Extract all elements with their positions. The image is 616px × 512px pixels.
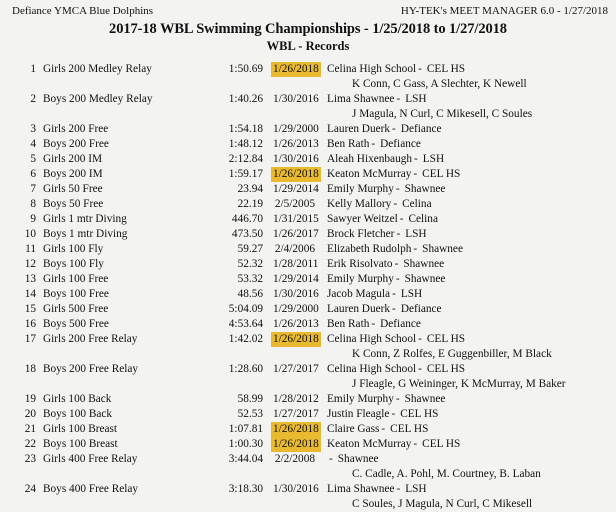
record-date-text: 1/31/2015 (273, 213, 319, 225)
record-main-line (6, 272, 610, 287)
record-date-text: 1/26/2017 (273, 228, 319, 240)
record-time: 446.70 (231, 213, 263, 225)
record-team-code: Shawnee (404, 183, 446, 195)
record-date (263, 92, 317, 107)
record-date-text: 1/29/2000 (273, 303, 319, 315)
record-main-line (6, 407, 610, 422)
record-main-line (6, 437, 610, 452)
report-subtitle: WBL - Records (266, 39, 350, 53)
record-event-name: Girls 200 Medley Relay (43, 63, 152, 75)
record-date (263, 362, 317, 377)
record-index: 10 (24, 228, 36, 240)
record-row (6, 482, 610, 497)
record-holder-separator: - (392, 288, 396, 300)
record-index: 12 (24, 258, 36, 270)
record-holder (317, 422, 610, 437)
record-index: 17 (24, 333, 36, 345)
record-team-code: Shawnee (404, 273, 446, 285)
relay-roster-row (6, 347, 610, 362)
record-index: 23 (24, 453, 36, 465)
record-holder (317, 287, 610, 302)
record-holder-name: Elizabeth Rudolph (327, 243, 412, 255)
record-holder-name: Brock Fletcher (327, 228, 395, 240)
record-time: 1:59.17 (228, 168, 263, 180)
record-row (6, 407, 610, 422)
record-main-line (6, 137, 610, 152)
record-team-code: CEL HS (426, 63, 466, 75)
record-main-line (6, 242, 610, 257)
record-index: 7 (30, 183, 36, 195)
record-date-text: 1/26/2013 (273, 318, 319, 330)
record-date-text: 1/30/2016 (273, 153, 319, 165)
record-holder-name: Celina High School (327, 363, 417, 375)
record-date-text: 2/5/2005 (274, 198, 315, 210)
record-main-line (6, 212, 610, 227)
record-holder-name: Keaton McMurray (327, 438, 412, 450)
record-holder-separator: - (418, 333, 422, 345)
record-holder (317, 182, 610, 197)
record-holder-separator: - (371, 138, 376, 150)
record-event-name: Girls 1 mtr Diving (43, 213, 127, 225)
record-date (263, 272, 317, 287)
record-team-code: Defiance (380, 138, 421, 150)
record-holder-name: Lauren Duerk (327, 303, 391, 315)
record-index: 11 (25, 243, 36, 255)
record-holder-separator: - (396, 228, 401, 240)
record-team-code: CEL HS (390, 423, 429, 435)
record-time: 473.50 (231, 228, 263, 240)
record-holder-name: Jacob Magula (327, 288, 391, 300)
record-date-text: 1/26/2013 (273, 138, 319, 150)
record-time: 23.94 (237, 183, 263, 195)
record-time: 2:12.84 (228, 153, 263, 165)
record-date-highlighted (263, 422, 317, 437)
record-date (263, 197, 317, 212)
record-holder-name: Claire Gass (327, 423, 380, 435)
record-date-text: 1/29/2014 (273, 183, 319, 195)
record-holder-separator: - (414, 153, 418, 165)
record-holder-name: Celina High School (327, 333, 417, 345)
record-index: 14 (24, 288, 36, 300)
record-holder-name: Sawyer Weitzel (327, 213, 398, 225)
record-row (6, 287, 610, 302)
record-date (263, 287, 317, 302)
relay-swimmer-names: J Magula, N Curl, C Mikesell, C Soules (352, 108, 533, 120)
record-row (6, 317, 610, 332)
record-date-text: 1/27/2017 (273, 363, 319, 375)
record-time: 22.19 (237, 198, 263, 210)
record-holder (317, 482, 610, 497)
record-holder (317, 332, 610, 347)
record-main-line (6, 362, 610, 377)
record-team-code: LSH (405, 228, 427, 240)
record-index: 19 (24, 393, 36, 405)
record-event-name: Boys 1 mtr Diving (43, 228, 128, 240)
record-row (6, 197, 610, 212)
record-team-code: Defiance (400, 303, 442, 315)
record-holder-separator: - (396, 93, 401, 105)
record-index: 3 (30, 123, 36, 135)
record-event-name: Boys 100 Fly (43, 258, 104, 270)
relay-roster-row (6, 77, 610, 92)
record-index: 4 (30, 138, 36, 150)
record-time: 52.32 (237, 258, 263, 270)
record-team-code: Celina (402, 198, 432, 210)
record-holder-name: Emily Murphy (327, 393, 394, 405)
record-event-name: Boys 50 Free (43, 198, 104, 210)
record-index: 24 (24, 483, 36, 495)
record-holder (317, 437, 610, 452)
record-row (6, 272, 610, 287)
record-row (6, 62, 610, 77)
record-event-name: Girls 200 Free (43, 123, 109, 135)
record-time: 1:00.30 (228, 438, 263, 450)
record-team-code: Shawnee (403, 258, 445, 270)
record-main-line (6, 122, 610, 137)
record-holder-separator: - (371, 318, 376, 330)
record-time: 1:40.26 (228, 93, 263, 105)
record-holder (317, 122, 610, 137)
record-holder-separator: - (393, 198, 398, 210)
record-row (6, 152, 610, 167)
record-event-name: Girls 500 Free (43, 303, 109, 315)
record-holder-name: Erik Risolvato (327, 258, 393, 270)
masthead (6, 4, 610, 18)
record-time: 5:04.09 (228, 303, 263, 315)
record-date-text: 1/29/2000 (273, 123, 319, 135)
record-date-highlighted (263, 437, 317, 452)
record-event-name: Girls 50 Free (43, 183, 103, 195)
record-event-name: Boys 200 Medley Relay (43, 93, 153, 105)
record-row (6, 182, 610, 197)
record-time: 1:50.69 (228, 63, 263, 75)
record-holder-separator: - (394, 258, 399, 270)
record-team-code: CEL HS (422, 438, 461, 450)
record-row (6, 422, 610, 437)
record-row (6, 302, 610, 317)
relay-swimmer-names: C. Cadle, A. Pohl, M. Courtney, B. Laban (352, 468, 541, 480)
record-date-text: 1/28/2012 (273, 393, 319, 405)
record-time: 1:48.12 (228, 138, 263, 150)
record-holder-name: Keaton McMurray (327, 168, 412, 180)
record-event-name: Boys 100 Free (43, 288, 109, 300)
record-holder-name: Justin Fleagle (327, 408, 390, 420)
record-row (6, 257, 610, 272)
record-time: 58.99 (237, 393, 263, 405)
organization-name: Defiance YMCA Blue Dolphins (12, 5, 154, 17)
record-index: 8 (30, 198, 36, 210)
record-date (263, 137, 317, 152)
record-main-line (6, 302, 610, 317)
record-row (6, 137, 610, 152)
record-holder (317, 407, 610, 422)
record-main-line (6, 392, 610, 407)
record-event-name: Girls 400 Free Relay (43, 453, 138, 465)
record-holder-name: Lauren Duerk (327, 123, 391, 135)
relay-roster-row (6, 497, 610, 512)
record-holder (317, 62, 610, 77)
record-date-text: 1/30/2016 (273, 93, 319, 105)
record-holder-name: Kelly Mallory (327, 198, 392, 210)
record-date-text: 1/26/2018 (273, 168, 319, 180)
record-date (263, 317, 317, 332)
record-index: 9 (30, 213, 36, 225)
record-holder (317, 392, 610, 407)
record-holder-name: Emily Murphy (327, 273, 394, 285)
record-team-code: Shawnee (337, 453, 379, 465)
relay-swimmer-names: J Fleagle, G Weininger, K McMurray, M Baker (352, 378, 566, 390)
record-event-name: Girls 200 IM (43, 153, 102, 165)
record-time: 1:42.02 (228, 333, 263, 345)
record-date (263, 302, 317, 317)
relay-roster-row (6, 377, 610, 392)
record-event-name: Girls 100 Back (43, 393, 112, 405)
record-row (6, 332, 610, 347)
record-time: 1:28.60 (228, 363, 263, 375)
record-holder-name: Emily Murphy (327, 183, 394, 195)
record-date-text: 2/2/2008 (274, 453, 315, 465)
record-event-name: Girls 100 Breast (43, 423, 118, 435)
record-date (263, 392, 317, 407)
record-holder-separator: - (413, 168, 418, 180)
record-holder-separator: - (395, 273, 400, 285)
record-team-code: Defiance (400, 123, 442, 135)
record-holder (317, 272, 610, 287)
record-holder (317, 212, 610, 227)
record-index: 2 (30, 93, 36, 105)
record-time: 59.27 (237, 243, 263, 255)
record-index: 13 (24, 273, 36, 285)
record-main-line (6, 62, 610, 77)
record-main-line (6, 182, 610, 197)
record-time: 52.53 (237, 408, 263, 420)
record-row (6, 437, 610, 452)
record-row (6, 167, 610, 182)
record-holder (317, 137, 610, 152)
record-index: 5 (30, 153, 36, 165)
record-holder (317, 167, 610, 182)
record-team-code: LSH (405, 483, 427, 495)
record-main-line (6, 197, 610, 212)
record-holder-separator: - (381, 423, 386, 435)
record-team-code: CEL HS (400, 408, 439, 420)
record-date (263, 182, 317, 197)
record-date-text: 1/26/2018 (273, 333, 319, 345)
record-row (6, 212, 610, 227)
record-holder-separator: - (418, 63, 422, 75)
record-team-code: LSH (400, 288, 423, 300)
record-index: 22 (24, 438, 36, 450)
record-event-name: Boys 500 Free (43, 318, 109, 330)
record-event-name: Boys 100 Back (43, 408, 113, 420)
record-main-line (6, 482, 610, 497)
record-date (263, 227, 317, 242)
relay-swimmer-names: K Conn, C Gass, A Slechter, K Newell (352, 78, 527, 90)
relay-swimmer-names: C Soules, J Magula, N Curl, C Mikesell (352, 498, 533, 510)
record-team-code: Shawnee (404, 393, 446, 405)
record-index: 15 (24, 303, 36, 315)
record-holder-name: Ben Rath (327, 318, 370, 330)
record-holder-separator: - (413, 438, 418, 450)
record-holder (317, 452, 610, 467)
record-row (6, 452, 610, 467)
record-main-line (6, 332, 610, 347)
record-date (263, 242, 317, 257)
record-event-name: Boys 200 Free (43, 138, 109, 150)
record-event-name: Girls 200 Free Relay (43, 333, 138, 345)
record-holder-separator: - (392, 303, 396, 315)
record-date-text: 1/29/2014 (273, 273, 319, 285)
record-holder-separator: - (395, 393, 400, 405)
record-holder (317, 242, 610, 257)
record-main-line (6, 452, 610, 467)
record-event-name: Boys 200 IM (43, 168, 103, 180)
record-time: 3:44.04 (228, 453, 263, 465)
record-index: 1 (30, 63, 36, 75)
record-holder (317, 257, 610, 272)
record-time: 3:18.30 (228, 483, 263, 495)
record-holder-separator: - (396, 483, 401, 495)
record-index: 16 (24, 318, 36, 330)
record-holder (317, 302, 610, 317)
record-date (263, 482, 317, 497)
record-time: 48.56 (237, 288, 263, 300)
record-index: 6 (30, 168, 36, 180)
record-main-line (6, 167, 610, 182)
record-date-text: 2/4/2006 (274, 243, 315, 255)
record-holder (317, 362, 610, 377)
record-time: 1:07.81 (228, 423, 263, 435)
relay-roster-row (6, 467, 610, 482)
record-team-code: CEL HS (422, 168, 461, 180)
record-event-name: Girls 100 Fly (43, 243, 104, 255)
record-time: 4:53.64 (228, 318, 263, 330)
record-holder-name: Ben Rath (327, 138, 370, 150)
record-main-line (6, 227, 610, 242)
record-date-text: 1/26/2018 (273, 438, 319, 450)
record-main-line (6, 422, 610, 437)
record-team-code: Celina (408, 213, 438, 225)
record-date-text: 1/26/2018 (273, 63, 319, 75)
record-holder-name: Lima Shawnee (327, 93, 395, 105)
record-holder-separator: - (391, 408, 396, 420)
relay-roster-row (6, 107, 610, 122)
record-team-code: LSH (422, 153, 445, 165)
record-main-line (6, 287, 610, 302)
software-version-stamp: HY-TEK's MEET MANAGER 6.0 - 1/27/2018 (400, 5, 608, 17)
record-team-code: CEL HS (426, 333, 466, 345)
record-index: 18 (24, 363, 36, 375)
record-holder (317, 197, 610, 212)
record-holder-name: Lima Shawnee (327, 483, 395, 495)
meet-title: 2017-18 WBL Swimming Championships - 1/25/2018 to 1/27/2018 (109, 21, 507, 37)
record-date (263, 407, 317, 422)
record-date-text: 1/28/2011 (273, 258, 319, 270)
record-date-text: 1/26/2018 (273, 423, 319, 435)
relay-swimmer-names: K Conn, Z Rolfes, E Guggenbiller, M Black (352, 348, 552, 360)
record-main-line (6, 257, 610, 272)
record-holder-separator: - (329, 453, 333, 465)
record-event-name: Boys 400 Free Relay (43, 483, 139, 495)
record-holder-separator: - (392, 123, 396, 135)
record-index: 20 (24, 408, 36, 420)
record-date (263, 257, 317, 272)
record-holder-name: Celina High School (327, 63, 417, 75)
record-index: 21 (24, 423, 36, 435)
record-row (6, 362, 610, 377)
record-holder-separator: - (399, 213, 404, 225)
record-event-name: Girls 100 Free (43, 273, 109, 285)
record-time: 1:54.18 (228, 123, 263, 135)
record-team-code: Defiance (380, 318, 421, 330)
record-row (6, 92, 610, 107)
record-team-code: LSH (405, 93, 427, 105)
record-date (263, 212, 317, 227)
record-holder (317, 317, 610, 332)
record-main-line (6, 152, 610, 167)
records-list (6, 62, 610, 512)
record-event-name: Boys 200 Free Relay (43, 363, 139, 375)
record-holder-separator: - (418, 363, 422, 375)
record-date-highlighted (263, 332, 317, 347)
record-date-text: 1/30/2016 (273, 483, 319, 495)
record-team-code: Shawnee (422, 243, 463, 255)
record-team-code: CEL HS (426, 363, 466, 375)
record-row (6, 392, 610, 407)
record-main-line (6, 92, 610, 107)
record-row (6, 227, 610, 242)
record-date-text: 1/30/2016 (273, 288, 319, 300)
record-holder-separator: - (395, 183, 400, 195)
record-date-highlighted (263, 62, 317, 77)
record-main-line (6, 317, 610, 332)
record-holder (317, 227, 610, 242)
record-row (6, 122, 610, 137)
record-holder (317, 152, 610, 167)
record-date (263, 452, 317, 467)
record-event-name: Boys 100 Breast (43, 438, 118, 450)
record-holder (317, 92, 610, 107)
record-date-text: 1/27/2017 (273, 408, 319, 420)
record-time: 53.32 (237, 273, 263, 285)
record-row (6, 242, 610, 257)
record-date (263, 152, 317, 167)
record-holder-separator: - (413, 243, 418, 255)
record-date-highlighted (263, 167, 317, 182)
record-date (263, 122, 317, 137)
record-holder-name: Aleah Hixenbaugh (327, 153, 413, 165)
